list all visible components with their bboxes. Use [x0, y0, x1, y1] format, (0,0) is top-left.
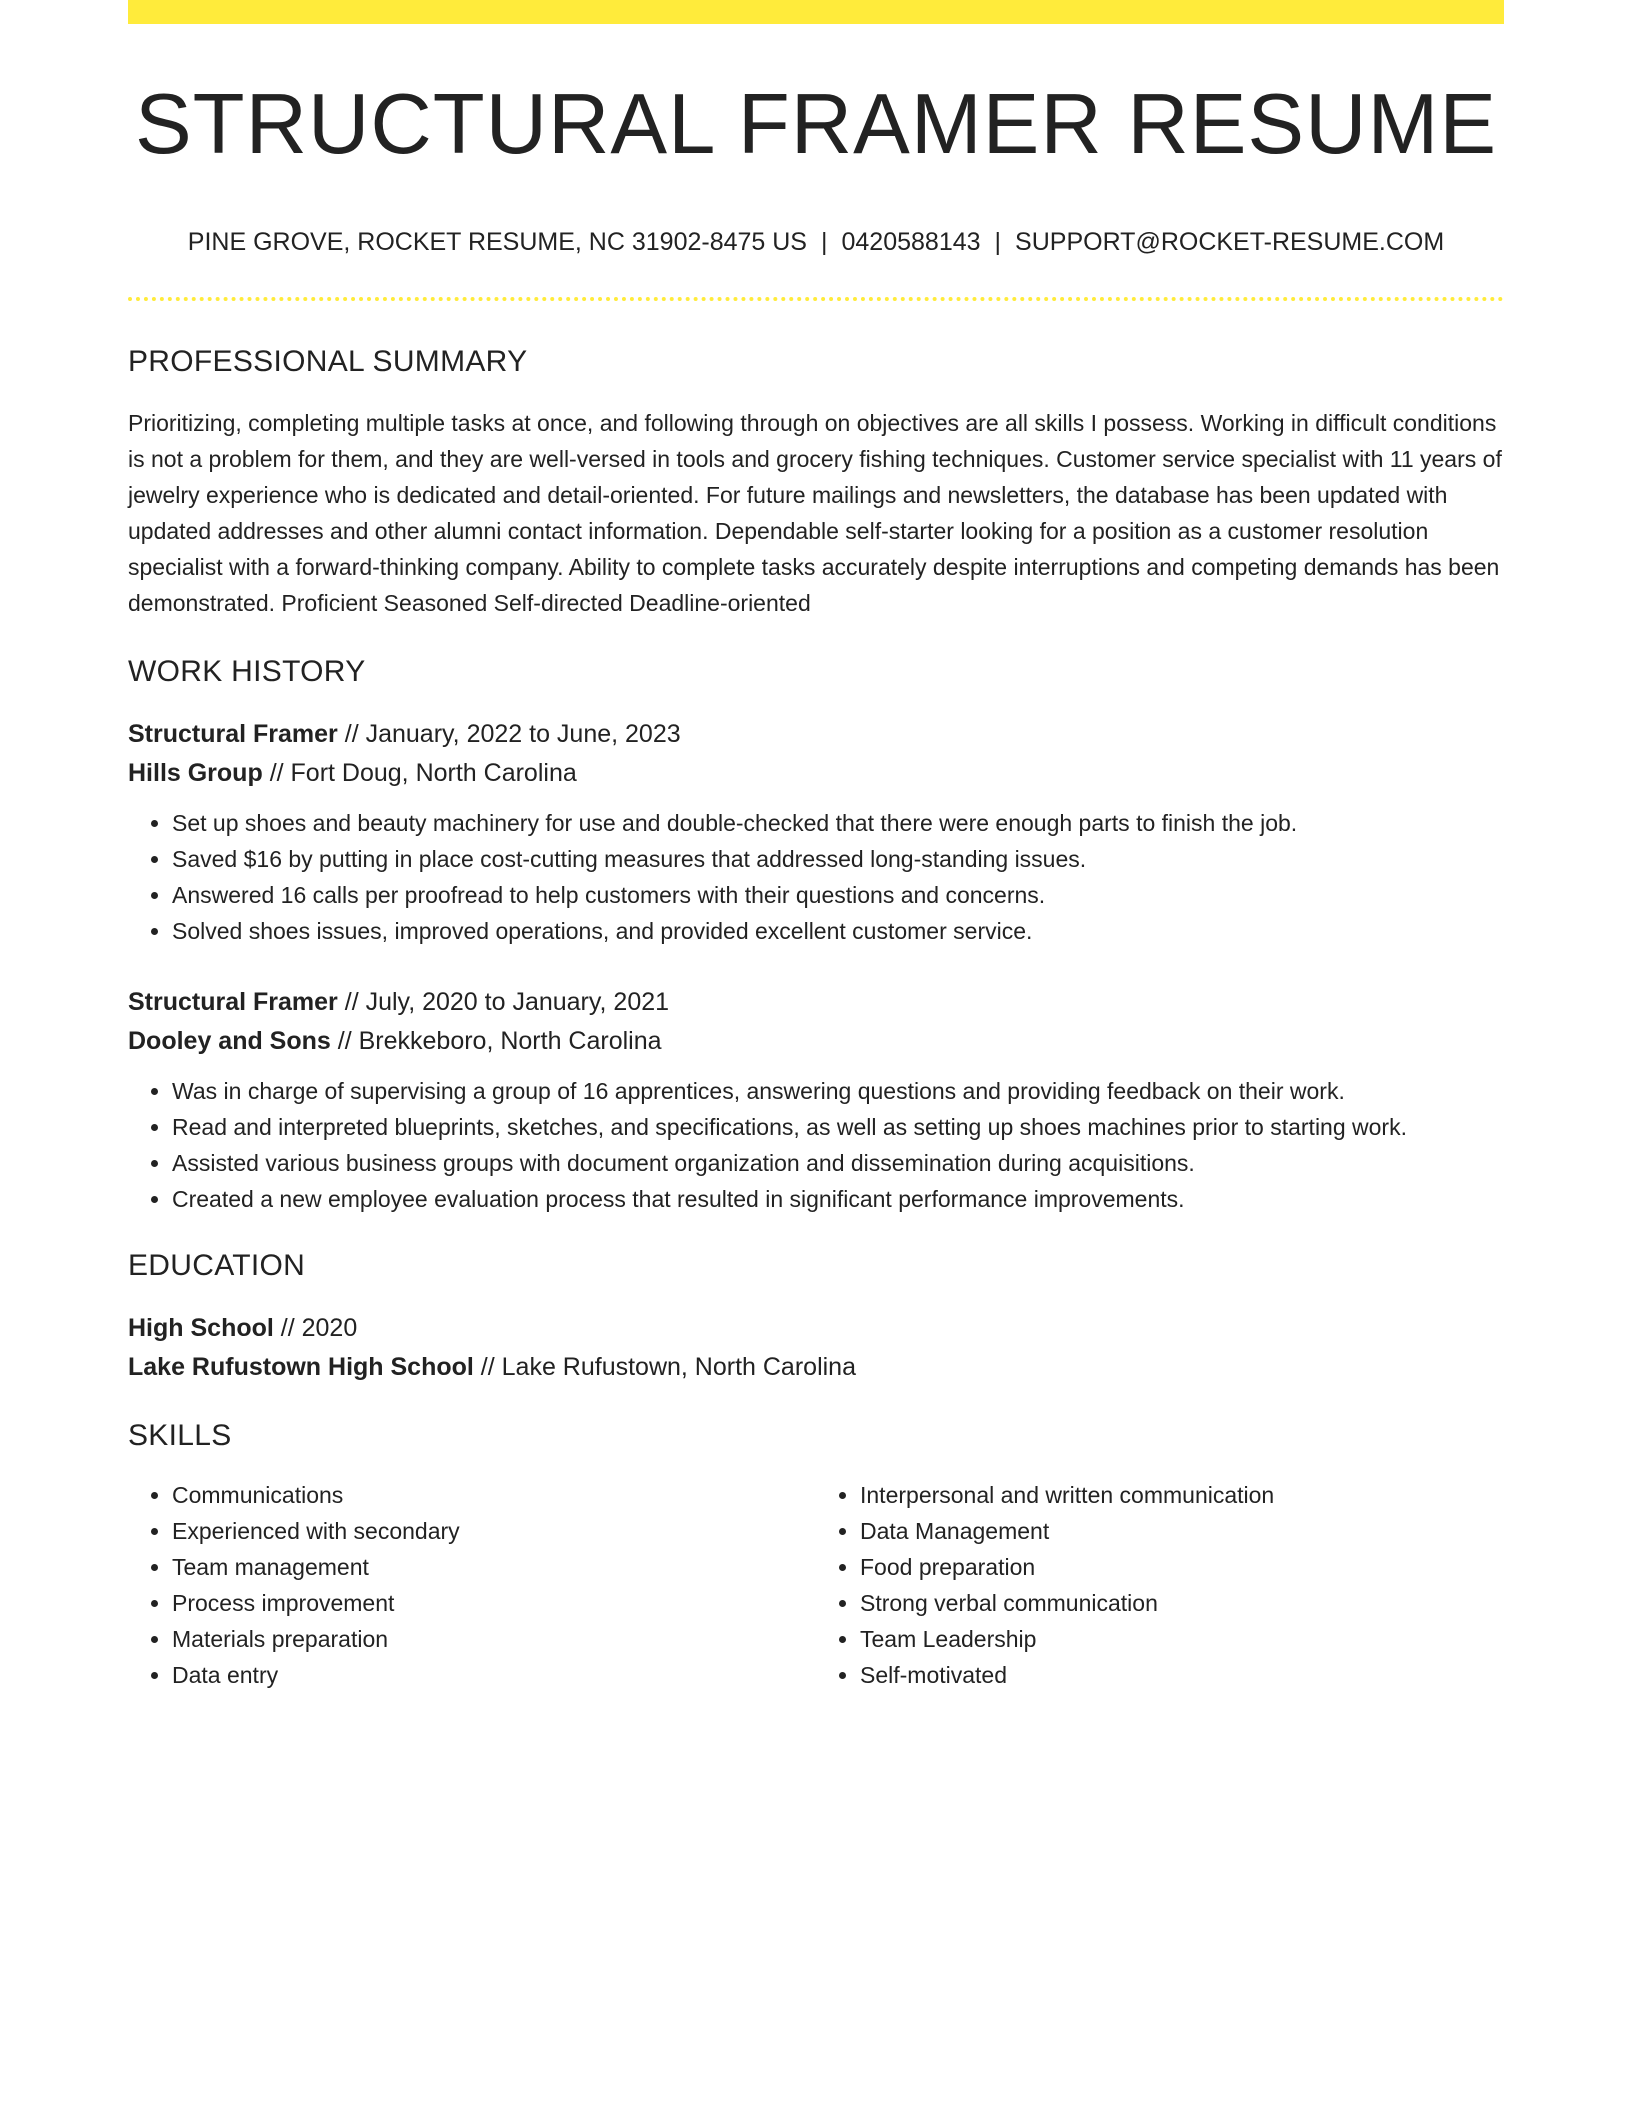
job-location: // Fort Doug, North Carolina — [269, 759, 577, 787]
job-duties — [128, 1073, 1504, 1217]
education-location: // Lake Rufustown, North Carolina — [480, 1353, 856, 1381]
list-item: • Materials preparation — [172, 1621, 816, 1657]
skills-column-right — [816, 1477, 1504, 1693]
education-degree: High School — [128, 1314, 274, 1342]
list-item: • Read and interpreted blueprints, sketches, and specifications, as well as setting up shoes machines prior to starting work. — [172, 1109, 1504, 1145]
education-degree-line — [128, 1309, 1504, 1348]
list-item: • Team management — [172, 1549, 816, 1585]
job-dates: // July, 2020 to January, 2021 — [344, 988, 670, 1016]
page-title: STRUCTURAL FRAMER RESUME — [134, 77, 1498, 172]
skills-heading: SKILLS — [128, 1419, 232, 1452]
summary-text: Prioritizing, completing multiple tasks at once, and following through on objectives are all skills I possess. Working in difficult conditions is not a problem for them, and they are well-versed in tools and grocery fishing techniques. Customer service specialist with 11 years of jewelry experience who is dedicated and detail-oriented. For future mailings and newsletters, the database has been updated with updated addresses and other alumni contact information. Dependable self-starter looking for a position as a customer resolution specialist with a forward-thinking company. Ability to complete tasks accurately despite interruptions and competing demands has been demonstrated. Proficient Seasoned Self-directed Deadline-oriented — [128, 410, 1502, 616]
job-company-line — [128, 754, 1504, 793]
phone: 0420588143 — [841, 228, 981, 256]
contact-separator: | — [994, 228, 1002, 256]
job-title-line — [128, 983, 1504, 1022]
education-school-line — [128, 1348, 1504, 1387]
list-item: • Self-motivated — [860, 1657, 1504, 1693]
skills-list — [128, 1477, 1504, 1693]
resume-page — [128, 0, 1504, 1693]
list-item: • Saved $16 by putting in place cost-cutting measures that addressed long-standing issues. — [172, 841, 1504, 877]
list-item: • Assisted various business groups with document organization and dissemination during acquisitions. — [172, 1145, 1504, 1181]
contact-separator: | — [821, 228, 828, 256]
job-company: Hills Group — [128, 759, 263, 787]
list-item: • Answered 16 calls per proofread to help customers with their questions and concerns. — [172, 877, 1504, 913]
job-title: Structural Framer — [128, 988, 338, 1016]
job-company: Dooley and Sons — [128, 1027, 331, 1055]
summary-heading: PROFESSIONAL SUMMARY — [128, 345, 528, 378]
education-year: // 2020 — [280, 1314, 358, 1342]
job-title: Structural Framer — [128, 720, 338, 748]
list-item: • Was in charge of supervising a group of 16 apprentices, answering questions and providing feedback on their work. — [172, 1073, 1504, 1109]
list-item: • Team Leadership — [860, 1621, 1504, 1657]
list-item: • Data Management — [860, 1513, 1504, 1549]
education-entry — [128, 1309, 1504, 1387]
list-item: • Communications — [172, 1477, 816, 1513]
address: PINE GROVE, ROCKET RESUME, NC 31902-8475 US — [187, 228, 807, 256]
email: SUPPORT@ROCKET-RESUME.COM — [1015, 228, 1445, 256]
list-item: • Created a new employee evaluation process that resulted in significant performance improvements. — [172, 1181, 1504, 1217]
list-item: • Interpersonal and written communication — [860, 1477, 1504, 1513]
list-item: • Experienced with secondary — [172, 1513, 816, 1549]
list-item: • Data entry — [172, 1657, 816, 1693]
contact-line — [128, 227, 1504, 257]
list-item: • Solved shoes issues, improved operations, and provided excellent customer service. — [172, 913, 1504, 949]
job-duties — [128, 805, 1504, 949]
divider — [128, 297, 1504, 301]
job-location: // Brekkeboro, North Carolina — [337, 1027, 662, 1055]
list-item: • Food preparation — [860, 1549, 1504, 1585]
list-item: • Strong verbal communication — [860, 1585, 1504, 1621]
work-history-heading: WORK HISTORY — [128, 655, 366, 688]
job-dates: // January, 2022 to June, 2023 — [344, 720, 681, 748]
job-company-line — [128, 1022, 1504, 1061]
job-title-line — [128, 715, 1504, 754]
job-entry — [128, 715, 1504, 949]
accent-bar — [128, 0, 1504, 24]
job-entry — [128, 983, 1504, 1217]
list-item: • Process improvement — [172, 1585, 816, 1621]
education-school: Lake Rufustown High School — [128, 1353, 474, 1381]
skills-column-left — [128, 1477, 816, 1693]
list-item: • Set up shoes and beauty machinery for use and double-checked that there were enough parts to finish the job. — [172, 805, 1504, 841]
education-heading: EDUCATION — [128, 1249, 306, 1282]
